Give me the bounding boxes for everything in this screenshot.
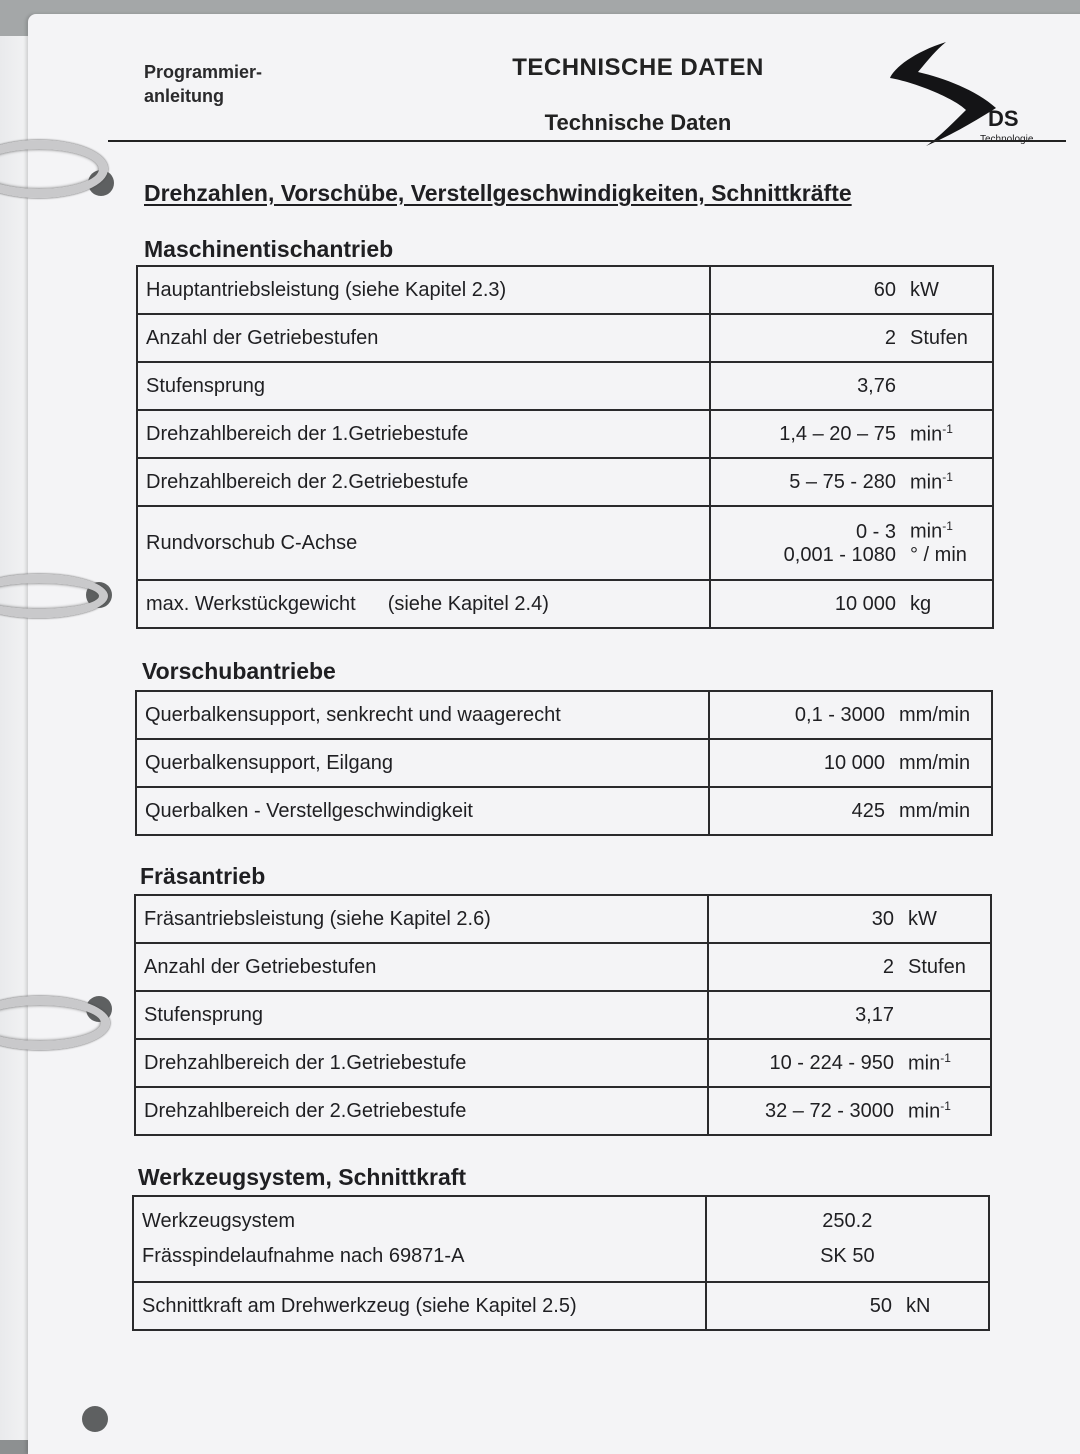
value-unit: mm/min — [899, 703, 971, 726]
table-row — [135, 991, 991, 1039]
row-label: Schnittkraft am Drehwerkzeug (siehe Kapitel 2.5) — [133, 1282, 706, 1330]
row-value — [709, 787, 992, 835]
row-label-main: max. Werkstückgewicht — [146, 592, 356, 615]
value-number: 10 000 — [823, 751, 885, 774]
row-label-extra: (siehe Kapitel 2.4) — [387, 592, 549, 615]
header-center — [468, 54, 808, 136]
page-subtitle: Technische Daten — [544, 110, 732, 135]
section-title-werkzeug: Werkzeugsystem, Schnittkraft — [138, 1164, 467, 1190]
unit-text: min — [910, 423, 943, 446]
value-unit: Stufen — [910, 326, 968, 349]
value-unit — [896, 470, 992, 495]
row-value — [708, 943, 991, 991]
row-value — [708, 895, 991, 943]
value-line-2 — [711, 544, 992, 567]
row-value — [710, 506, 993, 580]
header-left — [144, 60, 262, 108]
value-unit — [896, 422, 992, 447]
value-number: 50 — [869, 1294, 892, 1317]
row-label: Hauptantriebsleistung (siehe Kapitel 2.3) — [137, 266, 710, 314]
section-title-fraesantrieb: Fräsantrieb — [140, 863, 266, 889]
row-value — [710, 362, 993, 410]
row-label: Querbalken - Verstellgeschwindigkeit — [136, 787, 709, 835]
value-unit: kW — [908, 907, 937, 930]
row-value — [706, 1196, 989, 1282]
row-label: Querbalkensupport, senkrecht und waagerecht — [136, 691, 709, 739]
row-value — [710, 266, 993, 314]
table-fraesantrieb — [134, 894, 992, 1136]
row-label: Stufensprung — [137, 362, 710, 410]
header-rule — [108, 140, 1066, 142]
row-label — [133, 1196, 706, 1282]
section-title-maschinentisch: Maschinentischantrieb — [144, 236, 394, 262]
row-label-line-2: Frässpindelaufnahme nach 69871-A — [142, 1245, 465, 1267]
row-value — [708, 991, 991, 1039]
header-left-line1: Programmier- — [144, 62, 263, 82]
row-label: Querbalkensupport, Eilgang — [136, 739, 709, 787]
row-label: Drehzahlbereich der 1.Getriebestufe — [135, 1039, 708, 1087]
value-unit: mm/min — [899, 799, 971, 822]
row-label: Stufensprung — [135, 991, 708, 1039]
value-number: 2 — [882, 955, 894, 978]
value-number: 3,17 — [855, 1003, 894, 1026]
unit-text: min — [910, 471, 943, 494]
row-value — [710, 580, 993, 628]
value-number: 0 - 3 — [855, 520, 896, 543]
value-number: 32 – 72 - 3000 — [765, 1100, 894, 1123]
value-number: 2 — [884, 326, 896, 349]
table-werkzeug — [132, 1195, 990, 1331]
header-left-line2: anleitung — [144, 86, 224, 106]
unit-text: min — [908, 1100, 941, 1123]
row-value — [709, 739, 992, 787]
table-row — [137, 314, 993, 362]
table-row — [137, 580, 993, 628]
table-row — [136, 691, 992, 739]
document-page — [28, 14, 1080, 1454]
unit-exponent: -1 — [940, 1050, 951, 1065]
table-row — [135, 895, 991, 943]
row-label — [137, 580, 710, 628]
value-unit — [894, 1051, 990, 1076]
section-title-vorschub: Vorschubantriebe — [142, 658, 336, 684]
logo-text: DS — [988, 106, 1019, 131]
row-label-line-1: Werkzeugsystem — [142, 1210, 296, 1232]
row-value — [708, 1039, 991, 1087]
value-number: 30 — [871, 907, 894, 930]
table-row — [137, 266, 993, 314]
unit-exponent: -1 — [942, 519, 953, 534]
value-number: 425 — [851, 799, 885, 822]
table-row — [137, 362, 993, 410]
value-number: 5 – 75 - 280 — [789, 471, 896, 494]
row-label: Anzahl der Getriebestufen — [137, 314, 710, 362]
value-number: 3,76 — [857, 374, 896, 397]
value-unit: kW — [910, 278, 939, 301]
page-title: TECHNISCHE DATEN — [512, 54, 764, 81]
value-unit: mm/min — [899, 751, 971, 774]
table-row — [135, 943, 991, 991]
table-row — [133, 1196, 989, 1282]
row-value — [710, 410, 993, 458]
value-number: 60 — [873, 278, 896, 301]
table-row — [137, 506, 993, 580]
table-row — [136, 739, 992, 787]
value-line-1 — [711, 519, 992, 544]
row-value — [708, 1087, 991, 1135]
value-number: 0,001 - 1080 — [783, 543, 896, 566]
value-unit: kg — [910, 592, 932, 615]
table-row — [135, 1039, 991, 1087]
table-row — [137, 458, 993, 506]
value-line-1: 250.2 — [822, 1210, 873, 1232]
row-label: Rundvorschub C-Achse — [137, 506, 710, 580]
unit-text: min — [910, 520, 943, 543]
value-unit: Stufen — [908, 955, 966, 978]
row-label: Anzahl der Getriebestufen — [135, 943, 708, 991]
value-number: 0,1 - 3000 — [794, 703, 885, 726]
table-vorschub — [135, 690, 993, 836]
unit-text: min — [908, 1052, 941, 1075]
row-label: Drehzahlbereich der 2.Getriebestufe — [137, 458, 710, 506]
table-row — [135, 1087, 991, 1135]
row-label: Drehzahlbereich der 1.Getriebestufe — [137, 410, 710, 458]
table-row — [137, 410, 993, 458]
logo-swoosh-icon — [884, 38, 1074, 148]
table-row — [133, 1282, 989, 1330]
row-label: Drehzahlbereich der 2.Getriebestufe — [135, 1087, 708, 1135]
binder-hole — [82, 1406, 108, 1432]
row-value — [706, 1282, 989, 1330]
table-maschinentisch — [136, 265, 994, 629]
main-title: Drehzahlen, Vorschübe, Verstellgeschwindigkeiten, Schnittkräfte — [144, 180, 852, 206]
ds-logo — [884, 38, 1074, 148]
table-row — [136, 787, 992, 835]
value-unit: kN — [906, 1294, 931, 1317]
value-number: 1,4 – 20 – 75 — [779, 423, 896, 446]
value-number: 10 - 224 - 950 — [769, 1052, 894, 1075]
row-label: Fräsantriebsleistung (siehe Kapitel 2.6) — [135, 895, 708, 943]
value-line-2: SK 50 — [820, 1245, 875, 1267]
row-value — [709, 691, 992, 739]
unit-exponent: -1 — [942, 469, 953, 484]
unit-exponent: -1 — [942, 421, 953, 436]
row-value — [710, 314, 993, 362]
row-value — [710, 458, 993, 506]
unit-exponent: -1 — [940, 1098, 951, 1113]
value-unit: ° / min — [910, 543, 967, 566]
value-number: 10 000 — [834, 592, 896, 615]
value-unit — [894, 1099, 990, 1124]
value-unit — [896, 519, 992, 544]
